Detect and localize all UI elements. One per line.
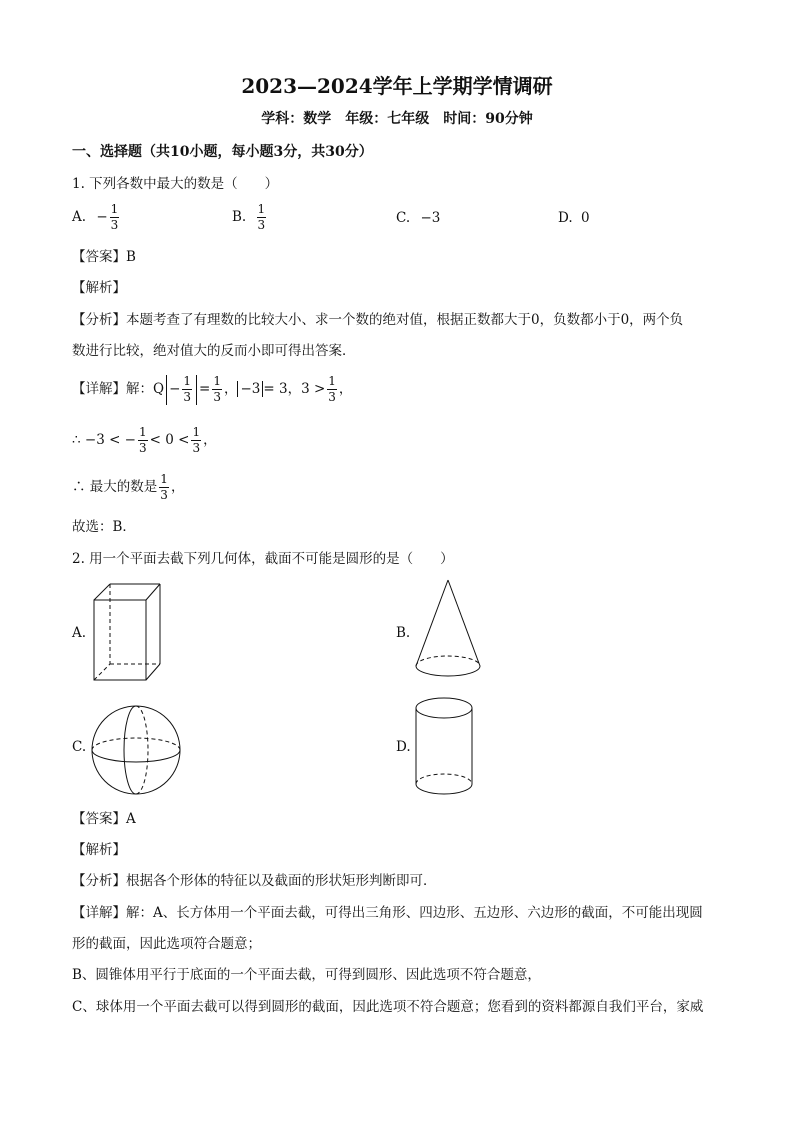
detail-compare: = 3，3 >	[263, 381, 326, 397]
detail-fraction-3	[327, 374, 337, 405]
q1-conclusion: 故选：B．	[72, 519, 136, 535]
detail-comma-1: ，	[223, 381, 238, 397]
answer-tag: 【答案】	[72, 811, 126, 827]
detail-abs-neg3: −3	[237, 381, 263, 397]
line2-fraction-2	[191, 425, 201, 456]
cuboid-icon	[88, 582, 164, 684]
detail-intro: 解：Q	[126, 381, 165, 397]
section-heading: 一、选择题（共10小题，每小题3分，共30分）	[72, 144, 373, 160]
fraction-numerator: 1	[139, 425, 147, 439]
q1-option-d	[558, 210, 590, 226]
detail-fraction-1	[182, 374, 192, 405]
fenxi-text: 本题考查了有理数的比较大小、求一个数的绝对值，根据正数都大于0，负数都小于0，两个负	[126, 312, 684, 328]
fraction-numerator: 1	[160, 472, 168, 486]
fenxi-tag: 【分析】	[72, 873, 126, 889]
q2-detail-line2: 形的截面，因此选项符合题意；	[72, 936, 261, 952]
q2-option-a-label: A.	[72, 625, 87, 641]
detail-text: 解：A、长方体用一个平面去截，可得出三角形、四边形、五边形、六边形的截面，不可能出现圆	[126, 905, 703, 921]
q1-analysis-tag: 【解析】	[72, 280, 126, 296]
fraction-numerator: 1	[328, 374, 336, 388]
fraction-denominator: 3	[213, 390, 221, 404]
q2-stem: 2. 用一个平面去截下列几何体，截面不可能是圆形的是（ ）	[72, 551, 454, 567]
detail-tag: 【详解】	[72, 381, 126, 397]
cylinder-icon	[412, 694, 476, 800]
fraction-numerator: 1	[213, 374, 221, 388]
line2-prefix: ∴ −3 < −	[72, 432, 136, 448]
line2-fraction-1	[138, 425, 148, 456]
q2-option-c-label: C.	[72, 739, 87, 755]
abs-bar-left	[166, 375, 167, 405]
fraction-denominator: 3	[192, 441, 201, 455]
q2-detail-line3: B、圆锥体用平行于底面的一个平面去截，可得到圆形、因此选项不符合题意，	[72, 967, 541, 983]
fenxi-tag: 【分析】	[72, 312, 126, 328]
q1-detail-line1	[72, 374, 352, 405]
q1-option-a	[72, 202, 121, 233]
fraction-numerator: 1	[183, 374, 192, 388]
detail-comma-2: ，	[338, 381, 353, 397]
fraction-denominator: 3	[328, 390, 336, 404]
page-subtitle: 学科：数学 年级：七年级 时间：90分钟	[261, 111, 533, 127]
detail-equals: =	[199, 381, 211, 397]
detail-minus: −	[169, 381, 181, 397]
line2-end: ，	[203, 432, 217, 448]
fenxi-text: 根据各个形体的特征以及截面的形状矩形判断即可．	[126, 873, 437, 889]
line2-mid: < 0 <	[149, 432, 190, 448]
q2-answer	[72, 807, 136, 827]
detail-fraction-2	[212, 374, 222, 405]
line3-fraction	[159, 472, 169, 503]
q1-fenxi-line2: 数进行比较，绝对值大的反而小即可得出答案．	[72, 343, 356, 359]
q2-option-b-label: B.	[396, 625, 411, 641]
q2-option-d-label: D.	[396, 739, 411, 755]
line3-prefix: ∴ 最大的数是	[72, 479, 158, 495]
fraction-numerator: 1	[110, 202, 119, 216]
q1-option-c	[396, 210, 440, 226]
cone-icon	[412, 576, 484, 686]
q2-detail-line4: C、球体用一个平面去截可以得到圆形的截面，因此选项不符合题意；您看到的资料都源自我们平台，家威	[72, 999, 704, 1015]
q2-detail-line1	[72, 901, 703, 921]
q1-option-d-label: D.	[558, 210, 573, 226]
answer-value: A	[126, 811, 136, 827]
answer-value: B	[126, 249, 136, 265]
fraction-denominator: 3	[139, 441, 147, 455]
q1-detail-line2	[72, 425, 217, 456]
q1-stem: 1. 下列各数中最大的数是（ ）	[72, 176, 279, 192]
sphere-icon	[88, 702, 184, 798]
q1-option-b	[232, 202, 268, 233]
q1-option-b-fraction	[257, 202, 267, 233]
q1-answer	[72, 245, 136, 265]
q1-option-a-fraction	[110, 202, 120, 233]
fraction-denominator: 3	[183, 390, 192, 404]
q2-fenxi	[72, 869, 437, 889]
q1-fenxi-line1	[72, 308, 683, 328]
q2-analysis-tag: 【解析】	[72, 842, 126, 858]
fraction-denominator: 3	[160, 488, 168, 502]
q1-option-c-label: C.	[396, 210, 411, 226]
q1-option-c-value: −3	[420, 210, 441, 226]
fraction-numerator: 1	[257, 202, 266, 216]
fraction-denominator: 3	[257, 218, 266, 232]
fraction-numerator: 1	[192, 425, 201, 439]
q1-option-b-label: B.	[232, 209, 247, 225]
q1-detail-line3	[72, 472, 184, 503]
q1-option-a-sign: −	[96, 209, 108, 225]
page-title: 2023—2024学年上学期学情调研	[241, 74, 553, 98]
detail-tag: 【详解】	[72, 905, 126, 921]
answer-tag: 【答案】	[72, 249, 126, 265]
line3-end: ，	[170, 479, 185, 495]
fraction-denominator: 3	[110, 218, 119, 232]
abs-bar-right	[196, 375, 197, 405]
q1-option-d-value: 0	[580, 210, 590, 226]
q1-option-a-label: A.	[72, 209, 87, 225]
